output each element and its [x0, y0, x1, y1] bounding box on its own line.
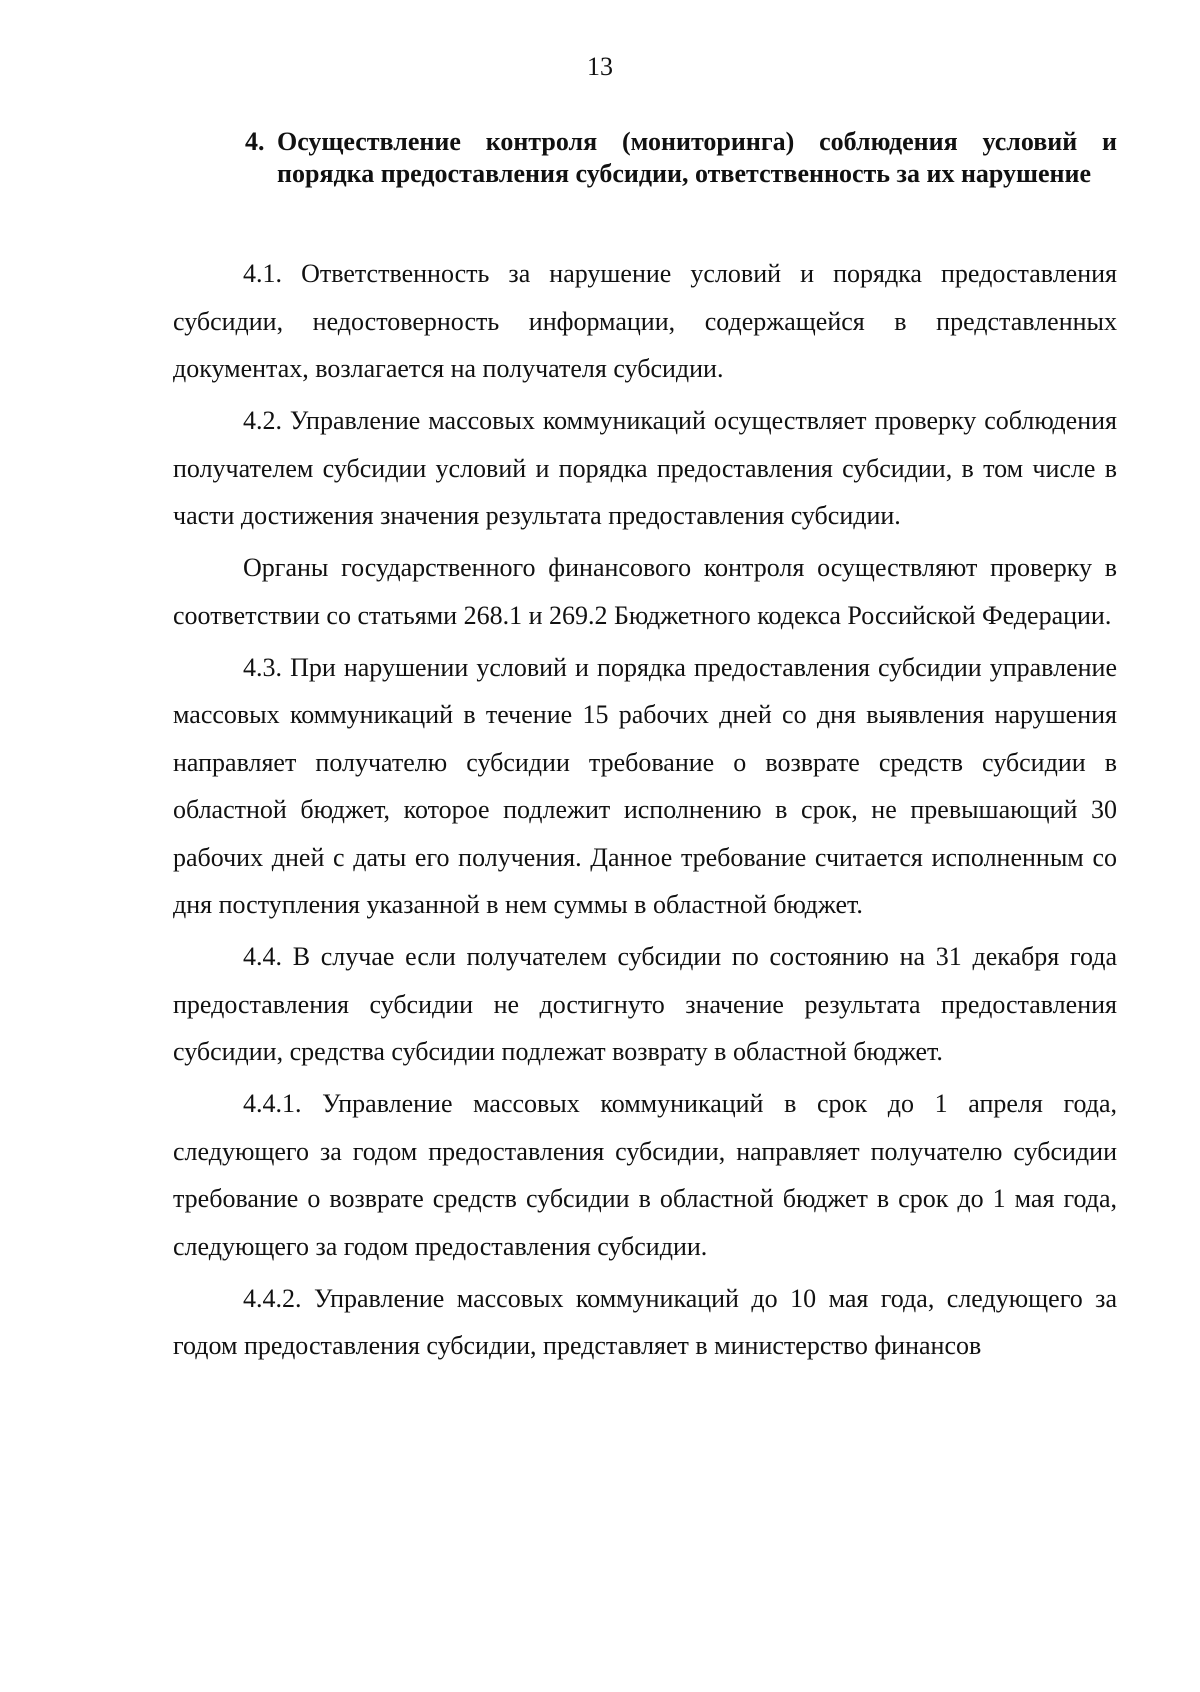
- paragraph-financial-control: Органы государственного финансового контроля осуществляют проверку в соответствии со статьями 268.1 и 269.2 Бюджетного кодекса Российской Федерации.: [173, 553, 1117, 630]
- paragraph-4-4: 4.4. В случае если получателем субсидии по состоянию на 31 декабря года предоставления субсидии не достигнуто значение результата предоставления субсидии, средства субсидии подлежат возврату в областной бюджет.: [173, 942, 1117, 1066]
- paragraph-4-4-2: 4.4.2. Управление массовых коммуникаций до 10 мая года, следующего за годом предоставления субсидии, представляет в министерство финансов: [173, 1283, 1117, 1360]
- paragraph-4-4-1: 4.4.1. Управление массовых коммуникаций в срок до 1 апреля года, следующего за годом предоставления субсидии, направляет получателю субсидии требование о возврате средств субсидии в областной бюджет в срок до 1 мая года, следующего за годом предоставления субсидии.: [173, 1089, 1117, 1261]
- paragraph-4-1: 4.1. Ответственность за нарушение условий и порядка предоставления субсидии, недостоверность информации, содержащейся в представленных документах, возлагается на получателя субсидии.: [173, 259, 1117, 383]
- section-heading-number: 4.: [245, 127, 265, 156]
- section-heading: [245, 126, 1117, 190]
- document-body: [173, 250, 1117, 1370]
- section-heading-text: Осуществление контроля (мониторинга) соблюдения условий и порядка предоставления субсидии, ответственность за их нарушение: [277, 127, 1117, 188]
- page-number: 13: [587, 52, 613, 81]
- paragraph-4-2: 4.2. Управление массовых коммуникаций осуществляет проверку соблюдения получателем субсидии условий и порядка предоставления субсидии, в том числе в части достижения значения результата предоставления субсидии.: [173, 406, 1117, 530]
- paragraph-4-3: 4.3. При нарушении условий и порядка предоставления субсидии управление массовых коммуникаций в течение 15 рабочих дней со дня выявления нарушения направляет получателю субсидии требование о возврате средств субсидии в областной бюджет, которое подлежит исполнению в срок, не превышающий 30 рабочих дней с даты его получения. Данное требование считается исполненным со дня поступления указанной в нем суммы в областной бюджет.: [173, 652, 1117, 919]
